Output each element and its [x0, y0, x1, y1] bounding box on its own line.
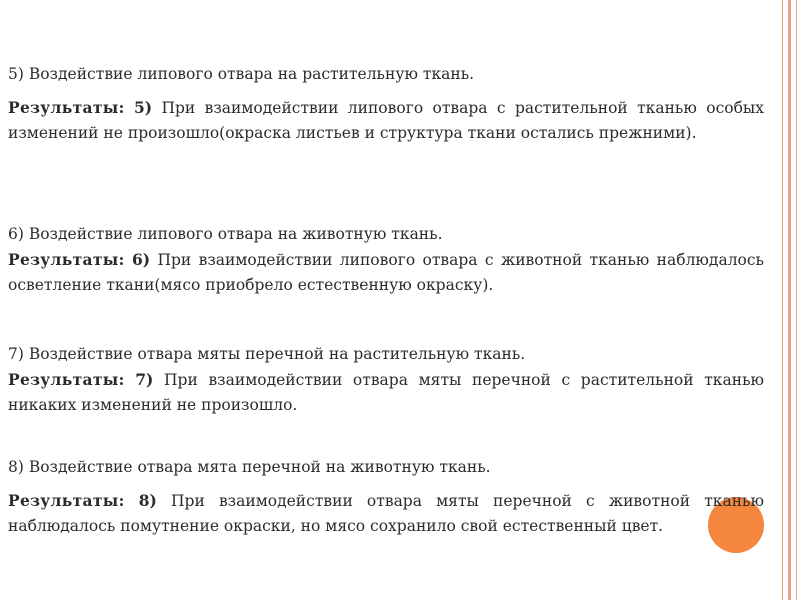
- results-label: Результаты:: [8, 250, 125, 269]
- results-paragraph: [8, 488, 764, 539]
- section-6: [8, 222, 764, 298]
- results-text: При взаимодействии липового отвара с животной тканью наблюдалось осветление ткани(мясо приобрело естественную окраску).: [8, 251, 764, 294]
- frame-line-outer: [788, 0, 791, 600]
- results-number: 8): [138, 491, 157, 510]
- results-number: 7): [135, 370, 154, 389]
- results-label: Результаты:: [8, 491, 125, 510]
- results-label: Результаты:: [8, 98, 125, 117]
- results-label: Результаты:: [8, 370, 125, 389]
- section-8: [8, 455, 764, 539]
- section-heading: 7) Воздействие отвара мяты перечной на растительную ткань.: [8, 345, 526, 363]
- results-text: При взаимодействии отвара мяты перечной с животной тканью наблюдалось помутнение окраски, но мясо сохранило свой естественный цвет.: [8, 492, 764, 535]
- results-text: При взаимодействии отвара мяты перечной с растительной тканью никаких изменений не произошло.: [8, 371, 764, 414]
- frame-line-edge: [796, 0, 797, 600]
- section-heading: 8) Воздействие отвара мята перечной на животную ткань.: [8, 458, 491, 476]
- results-number: 5): [133, 98, 153, 117]
- frame-line-inner: [782, 0, 783, 600]
- section-heading: 6) Воздействие липового отвара на животную ткань.: [8, 225, 443, 243]
- results-paragraph: [8, 367, 764, 418]
- results-text: При взаимодействии липового отвара с растительной тканью особых изменений не произошло(окраска листьев и структура ткани остались прежними).: [8, 99, 764, 142]
- section-7: [8, 342, 764, 418]
- results-paragraph: [8, 247, 764, 298]
- results-paragraph: [8, 95, 764, 146]
- results-number: 6): [131, 250, 151, 269]
- section-heading: 5) Воздействие липового отвара на растительную ткань.: [8, 65, 475, 83]
- section-5: [8, 62, 764, 146]
